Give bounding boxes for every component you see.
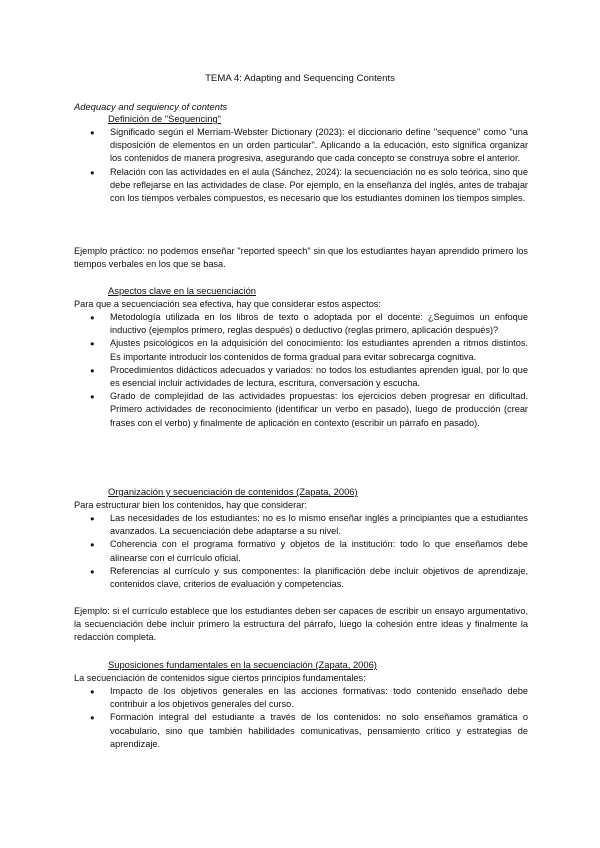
section-2-bullet-list: [90, 311, 528, 430]
section-heading-suposiciones: Suposiciones fundamentales en la secuenciación (Zapata, 2006): [108, 659, 377, 670]
section-heading-organizacion: Organización y secuenciación de contenidos (Zapata, 2006): [108, 486, 358, 497]
list-item: ● Ajustes psicológicos en la adquisición del conocimiento: los estudiantes aprenden a ritmos distintos. Es importante introducir los contenidos de forma gradual para evitar sobrecarga cognitiva.: [90, 337, 528, 363]
document-subtitle: Adequacy and sequiency of contents: [74, 101, 228, 112]
section-intro: La secuenciación de contenidos sigue ciertos principios fundamentales:: [74, 673, 366, 683]
list-item: ● Referencias al currículo y sus componentes: la planificación debe incluir objetivos de aprendizaje, contenidos clave, criterios de evaluación y competencias.: [90, 565, 528, 591]
list-item: ● Impacto de los objetivos generales en las acciones formativas: todo contenido enseñado debe contribuir a los objetivos generales del curso.: [90, 685, 528, 711]
example-paragraph: Ejemplo práctico: no podemos enseñar "reported speech" sin que los estudiantes hayan aprendido primero los tiempos verbales en los que se basa.: [74, 246, 528, 270]
section-heading-aspectos: Aspectos clave en la secuenciación: [108, 285, 257, 296]
document-title: TEMA 4: Adapting and Sequencing Contents: [205, 73, 395, 84]
example-paragraph: Ejemplo: si el currículo establece que los estudiantes deben ser capaces de escribir un ensayo argumentativo, la secuenciación debe incluir primero la estructura del párrafo, luego la cohesión entre ideas y finalmente la redacción completa.: [74, 606, 528, 643]
list-item: ● Formación integral del estudiante a través de los contenidos: no solo enseñamos gramática o vocabulario, sino que también habilidades comunicativas, pensamiento crítico y estrategias de aprendizaje.: [90, 711, 528, 751]
section-intro: Para estructurar bien los contenidos, hay que considerar:: [74, 500, 307, 510]
list-item: ● Metodología utilizada en los libros de texto o adoptada por el docente: ¿Seguimos un enfoque inductivo (ejemplos primero, reglas después) o deductivo (reglas primero, aplicación después)?: [90, 311, 528, 337]
list-item: ● Coherencia con el programa formativo y objetos de la institución: todo lo que enseñamos debe alinearse con el currículo oficial.: [90, 538, 528, 564]
section-4-bullet-list: [90, 685, 528, 751]
list-item: ● Las necesidades de los estudiantes: no es lo mismo enseñar inglés a principiantes que a estudiantes avanzados. La secuenciación debe adaptarse a su nivel.: [90, 512, 528, 538]
list-item: ● Relación con las actividades en el aula (Sánchez, 2024): la secuenciación no es solo teórica, sino que debe reflejarse en las actividades de clase. Por ejemplo, en la enseñanza del inglés, antes de trabajar con los tiempos verbales compuestos, es necesario que los estudiantes dominen los tiempos simples.: [90, 166, 528, 206]
section-1-bullet-list: [90, 126, 528, 205]
list-item: ● Grado de complejidad de las actividades propuestas: los ejercicios deben progresar en dificultad. Primero actividades de reconocimiento (identificar un verbo en pasado), luego de producción (crear frases con el verbo) y finalmente de aplicación en contexto (escribir un párrafo en pasado).: [90, 390, 528, 430]
section-intro: Para que a secuenciación sea efectiva, hay que considerar estos aspectos:: [74, 299, 381, 309]
list-item: ● Significado según el Merriam-Webster Dictionary (2023): el diccionario define "sequence" como "una disposición de elementos en un orden particular". Aplicando a la educación, esto significa organizar los contenidos de manera progresiva, asegurando que cada concepto se construya sobre el anterior.: [90, 126, 528, 166]
list-item: ● Procedimientos didácticos adecuados y variados: no todos los estudiantes aprenden igual, por lo que es esencial incluir actividades de lectura, escritura, conversación y escucha.: [90, 364, 528, 390]
section-3-bullet-list: [90, 512, 528, 591]
section-heading-sequencing: Definición de "Sequencing": [108, 113, 221, 124]
